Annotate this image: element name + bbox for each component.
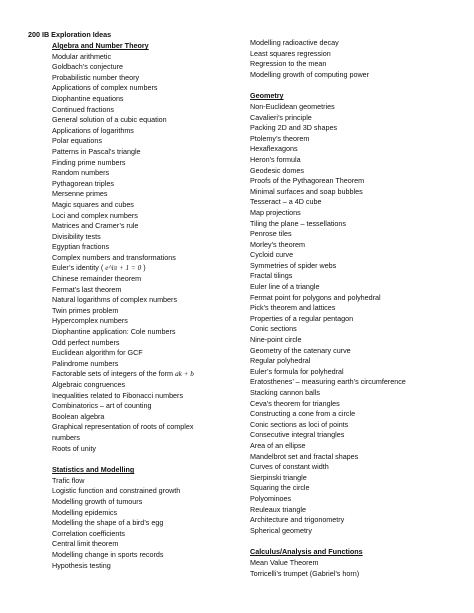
list-item: Hexaflexagons xyxy=(250,144,298,154)
list-item: Properties of a regular pentagon xyxy=(250,313,354,323)
list-item: Boolean algebra xyxy=(52,411,105,421)
list-item: Modular arithmetic xyxy=(52,51,112,61)
list-item: Random numbers xyxy=(52,168,110,178)
list-item: Tiling the plane – tessellations xyxy=(250,218,347,228)
list-item: Combinatorics – art of counting xyxy=(52,401,152,411)
list-item: Constructing a cone from a circle xyxy=(250,409,356,419)
list-item: Correlation coefficients xyxy=(52,528,125,538)
list-item: Conic sections xyxy=(250,324,297,334)
list-item: Trafic flow xyxy=(52,475,85,485)
section-heading-algebra: Algebra and Number Theory xyxy=(52,41,149,50)
list-item: Architecture and trigonometry xyxy=(250,515,345,525)
list-item: Finding prime numbers xyxy=(52,157,126,167)
document-title: 200 IB Exploration Ideas xyxy=(28,30,112,39)
list-item: Curves of constant width xyxy=(250,462,329,472)
list-item: Mandelbrot set and fractal shapes xyxy=(250,451,359,461)
list-item: Loci and complex numbers xyxy=(52,210,138,220)
list-item: Polar equations xyxy=(52,136,102,146)
list-item: Modelling growth of computing power xyxy=(250,69,370,79)
list-item: Cycloid curve xyxy=(250,250,294,260)
list-item: Twin primes problem xyxy=(52,305,119,315)
list-item: Euler line of a triangle xyxy=(250,282,320,292)
list-item: Applications of complex numbers xyxy=(52,83,158,93)
list-item: Heron’s formula xyxy=(250,154,301,164)
list-item: Hypothesis testing xyxy=(52,560,111,570)
list-item: Pick’s theorem and lattices xyxy=(250,303,336,313)
list-item: Regression to the mean xyxy=(250,59,327,69)
list-item: Chinese remainder theorem xyxy=(52,274,142,284)
list-item: Complex numbers and transformations xyxy=(52,252,176,262)
list-item: Area of an ellipse xyxy=(250,440,306,450)
list-item: Torricelli’s trumpet (Gabriel’s horn) xyxy=(250,568,360,578)
list-item: Modelling change in sports records xyxy=(52,549,164,559)
section-algebra xyxy=(52,41,242,454)
list-item: Patterns in Pascal’s triangle xyxy=(52,146,141,156)
list-item: Modelling growth of tumours xyxy=(52,496,143,506)
list-item: Geodesic domes xyxy=(250,165,304,175)
list-item: Egyptian fractions xyxy=(52,242,110,252)
euler-identity-close: ) xyxy=(143,263,146,273)
section-heading-geometry: Geometry xyxy=(250,91,284,101)
section-calculus xyxy=(250,547,450,579)
list-item: Odd perfect numbers xyxy=(52,337,120,347)
list-item: Symmetries of spider webs xyxy=(250,260,337,270)
list-item: Non-Euclidean geometries xyxy=(250,101,335,111)
list-item: Mean Value Theorem xyxy=(250,557,319,567)
list-item: Fractal tilings xyxy=(250,271,293,281)
list-item: Continued fractions xyxy=(52,104,114,114)
left-column xyxy=(52,41,242,571)
list-item: Cavalieri’s principle xyxy=(250,112,312,122)
list-item: Mersenne primes xyxy=(52,189,108,199)
list-item: Diophantine application: Cole numbers xyxy=(52,327,176,337)
list-item: Minimal surfaces and soap bubbles xyxy=(250,186,363,196)
list-item: Euclidean algorithm for GCF xyxy=(52,348,143,358)
list-item: Divisibility tests xyxy=(52,231,101,241)
list-item: Consecutive integral triangles xyxy=(250,430,345,440)
factorable-formula: ak + b xyxy=(175,370,194,379)
list-item: Matrices and Cramer’s rule xyxy=(52,221,139,231)
list-item: Modelling the shape of a bird’s egg xyxy=(52,518,164,528)
list-item: Magic squares and cubes xyxy=(52,199,134,209)
list-item: Map projections xyxy=(250,207,301,217)
section-statistics xyxy=(52,465,242,571)
list-item: Nine-point circle xyxy=(250,335,302,345)
list-item: Proofs of the Pythagorean Theorem xyxy=(250,176,365,186)
list-item: Geometry of the catenary curve xyxy=(250,345,351,355)
right-column xyxy=(250,38,450,579)
list-item: Morley’s theorem xyxy=(250,239,305,249)
section-geometry xyxy=(250,91,450,536)
list-item: Stacking cannon balls xyxy=(250,388,320,397)
list-item: Modelling radioactive decay xyxy=(250,38,339,47)
list-item: Central limit theorem xyxy=(52,539,119,549)
list-item: Applications of logarithms xyxy=(52,125,134,135)
list-item: Graphical representation of roots of complex numbers xyxy=(52,422,194,442)
list-item-euler-identity xyxy=(52,263,242,274)
list-item: Hypercomplex numbers xyxy=(52,316,128,326)
list-item: Fermat point for polygons and polyhedral xyxy=(250,292,381,302)
list-item: Roots of unity xyxy=(52,443,96,453)
list-item: Euler’s formula for polyhedral xyxy=(250,366,344,376)
list-item-factorable-sets xyxy=(52,369,242,380)
list-item: Modelling epidemics xyxy=(52,507,118,517)
list-item: Pythagorean triples xyxy=(52,178,114,188)
list-item: Regular polyhedral xyxy=(250,356,311,366)
section-heading-statistics: Statistics and Modelling xyxy=(52,465,135,475)
list-item: Palindrome numbers xyxy=(52,358,119,368)
list-item: Conic sections as loci of points xyxy=(250,419,349,429)
list-item: Least squares regression xyxy=(250,48,331,58)
list-item: Eratosthenes’ – measuring earth’s circumference xyxy=(250,377,406,387)
list-item: Sierpinski triangle xyxy=(250,472,307,482)
section-heading-calculus: Calculus/Analysis and Functions xyxy=(250,547,363,557)
list-item: Spherical geometry xyxy=(250,525,312,535)
list-item: Diophantine equations xyxy=(52,93,124,103)
euler-identity-label: Euler’s identity ( xyxy=(52,263,104,273)
list-item: Tesseract – a 4D cube xyxy=(250,197,322,207)
list-item: Reuleaux triangle xyxy=(250,504,306,514)
list-item: Probabilistic number theory xyxy=(52,72,140,82)
list-item: Packing 2D and 3D shapes xyxy=(250,123,338,133)
list-item: Squaring the circle xyxy=(250,483,310,493)
factorable-label: Factorable sets of integers of the form xyxy=(52,369,174,379)
list-item: Polyominoes xyxy=(250,493,292,503)
list-item: Penrose tiles xyxy=(250,229,292,239)
list-item: Natural logarithms of complex numbers xyxy=(52,295,178,305)
list-item: Ptolemy’s theorem xyxy=(250,133,310,143)
list-item: Algebraic congruences xyxy=(52,380,126,389)
list-item: Logistic function and constrained growth xyxy=(52,486,181,496)
list-item: Ceva’s theorem for triangles xyxy=(250,398,340,408)
list-item: General solution of a cubic equation xyxy=(52,115,167,125)
euler-identity-formula: e^iπ + 1 = 0 xyxy=(105,264,142,273)
list-item: Fermat’s last theorem xyxy=(52,284,122,294)
list-item: Inequalities related to Fibonacci numbers xyxy=(52,390,184,400)
list-item: Goldbach’s conjecture xyxy=(52,62,123,72)
section-statistics-continued xyxy=(250,38,450,80)
